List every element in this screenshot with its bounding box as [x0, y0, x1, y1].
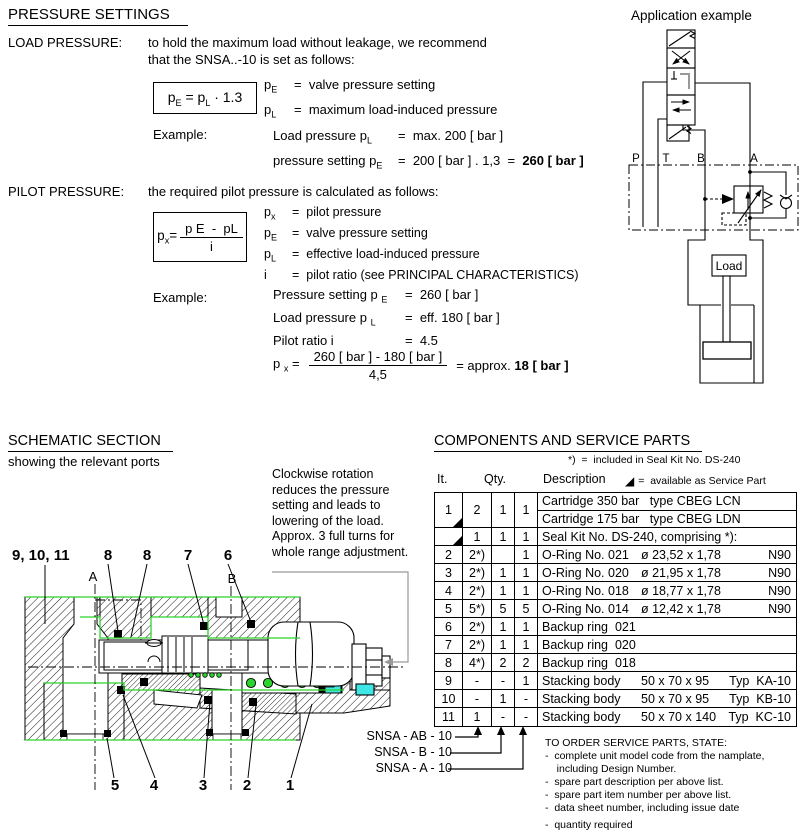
qty-cell: 1 — [492, 618, 515, 635]
port-label-p: P — [632, 153, 640, 165]
col-header-description: Description — [543, 472, 606, 486]
load-pressure-intro: to hold the maximum load without leakage, we recommend that the SNSA..-10 is set as follows: — [148, 35, 487, 67]
load-formula: $p_E = p_L \cdot 1.3$ — [167, 88, 243, 108]
qty-cell: 5 — [515, 600, 538, 617]
callout-2: 2 — [242, 777, 252, 794]
table-row — [435, 708, 796, 726]
pilot-formula-box — [153, 212, 247, 262]
components-title: COMPONENTS AND SERVICE PARTS — [434, 433, 702, 452]
qty-cell: 2*) — [463, 582, 492, 599]
qty-cell: 1 — [515, 546, 538, 563]
snsa-connector-lines — [430, 726, 530, 776]
section-port-b: B — [227, 571, 237, 586]
part-size: ø 12,42 x 1,78 — [641, 601, 721, 616]
table-row — [435, 690, 796, 708]
qty-cell: - — [515, 690, 538, 707]
part-type: Typ KB-10 — [729, 691, 791, 706]
callout-9-10-11: 9, 10, 11 — [12, 547, 70, 564]
description-cell — [538, 672, 796, 689]
table-row — [435, 618, 796, 636]
part-type: N90 — [768, 565, 791, 580]
schematic-section-subtitle: showing the relevant ports — [8, 454, 160, 469]
pilot-legend: $p_x$ = pilot pressure $p_E$ = valve pressure setting $p_L$ = effective load-induced pressure i = pilot ratio (see PRINCIPAL CHARACTERISTICS) — [264, 205, 579, 282]
part-type: Typ KC-10 — [728, 710, 791, 724]
part-type: N90 — [768, 547, 791, 562]
table-row — [435, 528, 796, 546]
item-cell: 5 — [435, 600, 463, 617]
gray-flow-path — [680, 74, 689, 89]
col-header-qty: Qty. — [484, 472, 506, 486]
table-row — [435, 672, 796, 690]
part-name: Backup ring 020 — [542, 637, 636, 652]
load-label: Load — [715, 259, 743, 273]
part-size: ø 18,77 x 1,78 — [641, 583, 721, 598]
qty-cell: 1 — [492, 636, 515, 653]
description-line — [538, 600, 796, 617]
item-cell: 6 — [435, 618, 463, 635]
item-cell — [435, 528, 463, 545]
item-cell: 10 — [435, 690, 463, 707]
item-cell: 3 — [435, 564, 463, 581]
section-port-a: A — [88, 569, 98, 584]
application-example-diagram — [588, 22, 805, 414]
description-line — [538, 708, 796, 726]
cylinder-and-load — [700, 255, 754, 383]
qty-cell: 1 — [515, 493, 538, 527]
schematic-section-title: SCHEMATIC SECTION — [8, 433, 173, 452]
load-example-label: Example: — [153, 127, 208, 142]
qty-cell: 4*) — [463, 654, 492, 671]
pilot-pressure-intro: the required pilot pressure is calculated as follows: — [148, 184, 439, 199]
part-name: O-Ring No. 014 — [542, 601, 629, 616]
service-part-note: ◢ = available as Service Part — [625, 474, 766, 488]
qty-cell: 2*) — [463, 636, 492, 653]
part-size: 50 x 70 x 140 — [641, 710, 717, 724]
description-cell — [538, 618, 796, 635]
port-label-b: B — [697, 153, 705, 165]
qty-cell: 1 — [463, 528, 492, 545]
description-line — [538, 564, 796, 581]
qty-cell: 1 — [463, 708, 492, 726]
pilot-example-label: Example: — [153, 290, 208, 305]
description-line — [538, 546, 796, 563]
seal-cyan-2 — [356, 684, 374, 695]
description-cell — [538, 600, 796, 617]
load-pressure-label: LOAD PRESSURE: — [8, 35, 123, 50]
qty-cell: 1 — [492, 690, 515, 707]
part-size: 50 x 70 x 95 — [641, 691, 710, 706]
description-line: Cartridge 175 bar type CBEG LDN — [538, 510, 796, 528]
order-title: TO ORDER SERVICE PARTS, STATE: — [545, 737, 728, 749]
item-cell: 8 — [435, 654, 463, 671]
description-line — [538, 654, 796, 671]
part-name: Stacking body — [542, 710, 621, 724]
page-title: PRESSURE SETTINGS — [8, 6, 188, 26]
rotation-note: Clockwise rotation reduces the pressure setting and leads to lowering of the load. Approx. 3 full turns for whole range adjustment. — [272, 467, 409, 559]
description-cell — [538, 582, 796, 599]
qty-cell: 1 — [515, 618, 538, 635]
components-table — [434, 492, 797, 727]
description-line — [538, 690, 796, 707]
load-example: Load pressure $p_L$ = max. 200 [ bar ] pressure setting $p_E$ = 200 [ bar ] . 1,3 = 260 [ bar ] — [273, 128, 584, 171]
description-cell — [538, 546, 796, 563]
item-cell: 9 — [435, 672, 463, 689]
qty-cell: 2*) — [463, 546, 492, 563]
qty-cell: 5*) — [463, 600, 492, 617]
valve-cross-section — [4, 538, 424, 830]
pilot-example: Pressure setting p $_E$ = 260 [ bar ] Load pressure p $_L$ = eff. 180 [ bar ] Pilot ratio i = 4.5 — [273, 287, 500, 349]
qty-cell: 1 — [515, 636, 538, 653]
qty-cell: 2*) — [463, 564, 492, 581]
item-cell: 11 — [435, 708, 463, 726]
description-line: Cartridge 350 bar type CBEG LCN — [542, 494, 741, 509]
snsa-ab-10-label: SNSA - AB - 10 — [366, 729, 452, 743]
qty-cell: 1 — [492, 528, 515, 545]
qty-cell: - — [492, 672, 515, 689]
pilot-formula-lhs: $p_x=$ — [157, 228, 178, 246]
part-type: N90 — [768, 601, 791, 616]
qty-cell: - — [463, 672, 492, 689]
bonnet-and-adjuster — [268, 622, 390, 695]
part-name: O-Ring No. 021 — [542, 547, 629, 562]
part-name: O-Ring No. 020 — [542, 565, 629, 580]
callout-4: 4 — [149, 777, 159, 794]
item-cell: 7 — [435, 636, 463, 653]
description-cell — [538, 690, 796, 707]
port-label-a: A — [750, 153, 758, 165]
pilot-pressure-label: PILOT PRESSURE: — [8, 184, 125, 199]
table-row — [435, 654, 796, 672]
part-name: Stacking body — [542, 691, 621, 706]
description-cell — [538, 528, 796, 545]
pilot-calc: p $_x$ = $\frac{\text{260 [ bar ] - 180 [ bar ]}}{4,5}$ = approx. 18 [ bar ] — [273, 348, 569, 382]
callout-6: 6 — [223, 547, 233, 564]
qty-cell: 1 — [515, 672, 538, 689]
qty-cell: 1 — [515, 528, 538, 545]
description-cell — [538, 708, 796, 726]
port-label-t: T — [662, 153, 670, 165]
qty-cell — [492, 546, 515, 563]
part-type: N90 — [768, 583, 791, 598]
table-row — [435, 546, 796, 564]
description-line — [538, 582, 796, 599]
seal-kit-note: *) = included in Seal Kit No. DS-240 — [568, 454, 741, 466]
table-row — [435, 600, 796, 618]
qty-cell: 2*) — [463, 618, 492, 635]
callout-8b: 8 — [142, 547, 152, 564]
qty-cell: - — [463, 690, 492, 707]
service-part-triangle-icon: ◢ — [625, 474, 635, 488]
table-row — [435, 636, 796, 654]
item-cell: 4 — [435, 582, 463, 599]
col-header-it: It. — [437, 472, 448, 486]
description-cell — [538, 654, 796, 671]
snsa-a-10-label: SNSA - A - 10 — [375, 761, 452, 775]
counterbalance-valve-symbol — [703, 170, 792, 225]
description-line: Seal Kit No. DS-240, comprising *): — [542, 529, 738, 544]
qty-cell: 1 — [515, 564, 538, 581]
description-cell — [538, 636, 796, 653]
qty-cell: 1 — [492, 493, 515, 527]
directional-valve-symbol — [667, 30, 695, 141]
table-row — [435, 493, 796, 528]
part-name: Stacking body — [542, 673, 621, 688]
callout-8a: 8 — [103, 547, 113, 564]
pilot-calc-fraction: $\frac{\text{260 [ bar ] - 180 [ bar ]}}{4,5}$ — [309, 349, 448, 382]
description-line — [538, 618, 796, 635]
qty-cell: 1 — [492, 564, 515, 581]
description-cell — [538, 564, 796, 581]
callout-5: 5 — [110, 777, 120, 794]
table-row — [435, 564, 796, 582]
qty-cell: 2 — [515, 654, 538, 671]
qty-cell: 1 — [515, 582, 538, 599]
part-size: 50 x 70 x 95 — [641, 673, 710, 688]
description-line — [538, 636, 796, 653]
callout-3: 3 — [198, 777, 208, 794]
qty-cell: - — [515, 708, 538, 726]
load-legend: $p_E$ = valve pressure setting $p_L$ = maximum load-induced pressure — [264, 77, 498, 120]
pilot-formula-fraction: $\frac{\text{p E - pL}}{i}$ — [180, 221, 243, 254]
qty-cell: 2 — [463, 493, 492, 527]
description-cell — [538, 493, 796, 527]
callout-7: 7 — [183, 547, 193, 564]
manifold-boundary — [629, 165, 798, 230]
part-size: ø 23,52 x 1,78 — [641, 547, 721, 562]
snsa-b-10-label: SNSA - B - 10 — [374, 745, 452, 759]
part-size: ø 21,95 x 1,78 — [641, 565, 721, 580]
qty-cell: 1 — [492, 582, 515, 599]
qty-cell: - — [492, 708, 515, 726]
application-example-title: Application example — [631, 8, 752, 23]
part-name: Backup ring 021 — [542, 619, 636, 634]
qty-cell: 5 — [492, 600, 515, 617]
part-type: Typ KA-10 — [729, 673, 791, 688]
qty-cell: 2 — [492, 654, 515, 671]
table-row — [435, 582, 796, 600]
order-instructions: TO ORDER SERVICE PARTS, STATE: - complete unit model code from the namplate, including Design Number. - spare part description per above list. - spare part item number per above list. - data sheet number, including issue date - quantity required — [545, 737, 765, 831]
port-lines — [643, 82, 763, 383]
load-formula-box — [153, 82, 257, 114]
part-name: O-Ring No. 018 — [542, 583, 629, 598]
description-line — [538, 672, 796, 689]
item-cell: 1 — [435, 493, 463, 527]
item-cell: 2 — [435, 546, 463, 563]
part-name: Backup ring 018 — [542, 655, 636, 670]
callout-1: 1 — [285, 777, 295, 794]
